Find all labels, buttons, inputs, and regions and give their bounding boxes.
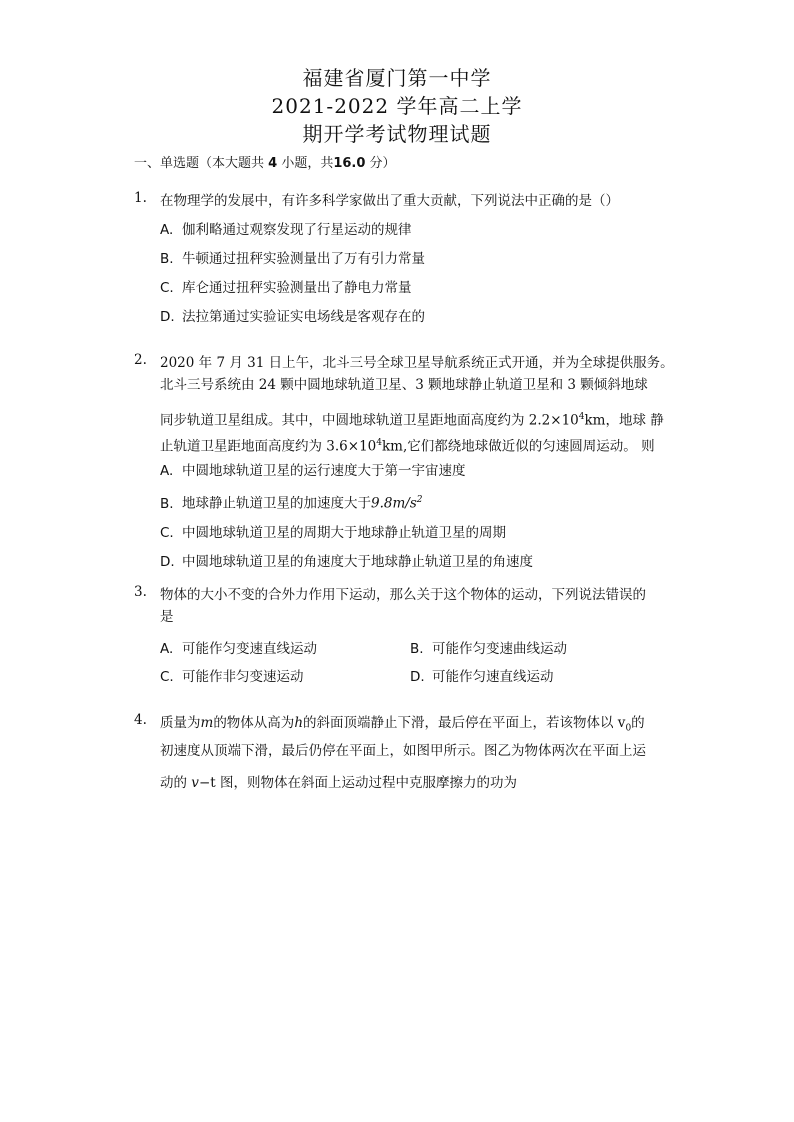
option-b[interactable]: B. 地球静止轨道卫星的加速度大于$9.8m/s^2$ (160, 495, 423, 512)
question-stem: 2020 年 7 月 31 日上午，北斗三号全球卫星导航系统正式开通，并为全球提供服务。 北斗三号系统由 24 颗中圆地球轨道卫星、3 颗地球静止轨道卫星和 3 颗倾斜地球 同步轨道卫星组成。其中，中圆地球轨道卫星距地面高度约为 $2.2\times 10^4km$，地球 静 止轨道卫星距地面高度约为 $3.6\times 10^4km$,它们都绕地球做近似的匀速圆周运动。 则 (160, 355, 674, 454)
option-a[interactable]: A. 可能作匀变速直线运动 (160, 641, 317, 657)
question-stem: 在物理学的发展中，有许多科学家做出了重大贡献，下列说法中正确的是（） (160, 193, 619, 209)
question-number: 2. (134, 352, 147, 368)
section-middle: 小题，共 (277, 156, 334, 171)
question-number: 4. (134, 712, 147, 728)
section-score: 16.0 (333, 156, 366, 171)
question-number: 3. (134, 584, 147, 600)
paper-title (0, 64, 794, 148)
option-a[interactable]: A. 伽利略通过观察发现了行星运动的规律 (160, 222, 412, 238)
section-prefix: 一、单选题（本大题共 (134, 156, 269, 171)
option-c[interactable]: C. 库仑通过扭秤实验测量出了静电力常量 (160, 280, 412, 296)
section-heading (134, 152, 396, 171)
option-d[interactable]: D. 中圆地球轨道卫星的角速度大于地球静止轨道卫星的角速度 (160, 553, 533, 570)
option-d[interactable]: D. 可能作匀速直线运动 (410, 669, 554, 685)
question-stem: 物体的大小不变的合外力作用下运动，那么关于这个物体的运动，下列说法错误的 是 (160, 587, 646, 625)
option-c[interactable]: C. 中圆地球轨道卫星的周期大于地球静止轨道卫星的周期 (160, 524, 506, 541)
question-3 (134, 584, 674, 688)
option-b[interactable]: B. 可能作匀变速曲线运动 (410, 641, 567, 657)
option-c[interactable]: C. 可能作非匀变速运动 (160, 669, 304, 685)
question-1 (134, 190, 674, 332)
title-line-1: 福建省厦门第一中学 (302, 66, 492, 90)
question-4 (134, 712, 674, 794)
option-b[interactable]: B. 牛顿通过扭秤实验测量出了万有引力常量 (160, 251, 425, 267)
option-d[interactable]: D. 法拉第通过实验证实电场线是客观存在的 (160, 309, 425, 325)
question-2 (134, 352, 694, 577)
option-a[interactable]: A. 中圆地球轨道卫星的运行速度大于第一宇宙速度 (160, 463, 466, 479)
title-line-2: 2021-2022 学年高二上学 (271, 94, 523, 118)
section-suffix: 分） (365, 156, 396, 171)
question-number: 1. (134, 190, 147, 206)
title-line-3: 期开学考试物理试题 (302, 122, 492, 146)
section-count: 4 (268, 156, 278, 171)
question-stem: 质量为m的物体从高为h的斜面顶端静止下滑，最后停在平面上，若该物体以 $v_0$的 初速度从顶端下滑，最后仍停在平面上，如图甲所示。图乙为物体两次在平面上运 动的 v−t 图，则物体在斜面上运动过程中克服摩擦力的功为 (160, 715, 646, 791)
